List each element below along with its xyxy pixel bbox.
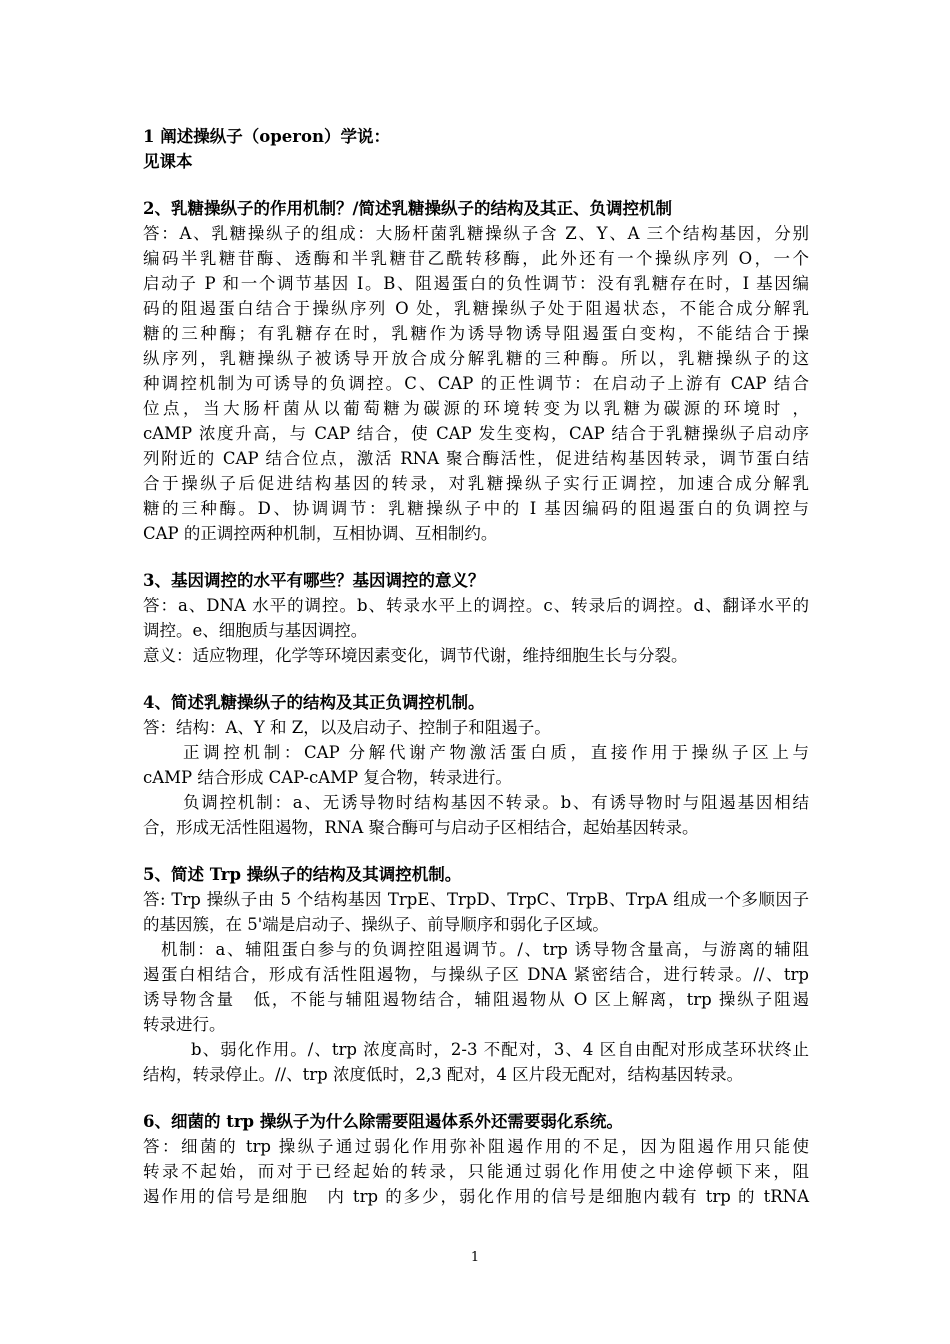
text-line: 的基因簇，在 5'端是启动子、操纵子、前导顺序和弱化子区域。 xyxy=(143,915,609,934)
paragraph-gap xyxy=(143,174,809,196)
section-heading: 1 阐述操纵子（operon）学说： xyxy=(143,127,390,146)
text-line: 答：细菌的 trp 操纵子通过弱化作用弥补阻遏作用的不足，因为阻遏作用只能使 xyxy=(143,1137,809,1156)
document-body xyxy=(143,124,809,1209)
text-line: b、弱化作用。/、trp 浓度高时，2-3 不配对，3、4 区自由配对形成茎环状终止 xyxy=(191,1040,809,1059)
text-line: cAMP 结合形成 CAP-cAMP 复合物，转录进行。 xyxy=(143,768,512,787)
text-line: 结构，转录停止。//、trp 浓度低时，2,3 配对，4 区片段无配对，结构基因转录。 xyxy=(143,1065,744,1084)
text-line: 答: Trp 操纵子由 5 个结构基因 TrpE、TrpD、TrpC、TrpB、TrpA 组成一个多顺因子 xyxy=(143,890,809,909)
paragraph-gap xyxy=(143,668,809,690)
text-line: 编码半乳糖苷酶、透酶和半乳糖苷乙酰转移酶，此外还有一个操纵序列 O，一个 xyxy=(143,249,809,268)
text-line: 转录进行。 xyxy=(143,1015,226,1034)
text-line: CAP 的正调控两种机制，互相协调、互相制约。 xyxy=(143,524,498,543)
section-heading: 见课本 xyxy=(143,152,193,171)
text-line: cAMP 浓度升高，与 CAP 结合，使 CAP 发生变构，CAP 结合于乳糖操纵子启动序 xyxy=(143,424,809,443)
text-line: 诱导物含量 低，不能与辅阻遏物结合，辅阻遏物从 O 区上解离，trp 操纵子阻遏 xyxy=(143,990,809,1009)
section-heading: 6、细菌的 trp 操纵子为什么除需要阻遏体系外还需要弱化系统。 xyxy=(143,1112,623,1131)
text-line: 遏蛋白相结合，形成有活性阻遏物，与操纵子区 DNA 紧密结合，进行转录。//、trp xyxy=(143,965,809,984)
text-line: 答：结构：A、Y 和 Z，以及启动子、控制子和阻遏子。 xyxy=(143,718,551,737)
page-number: 1 xyxy=(470,1250,480,1265)
section-heading: 3、基因调控的水平有哪些？基因调控的意义？ xyxy=(143,571,485,590)
text-line: 正调控机制：CAP 分解代谢产物激活蛋白质，直接作用于操纵子区上与 xyxy=(183,743,809,762)
paragraph-gap xyxy=(143,840,809,862)
text-line: 糖的三种酶。D、协调调节：乳糖操纵子中的 I 基因编码的阻遏蛋白的负调控与 xyxy=(143,499,809,518)
text-line: 启动子 P 和一个调节基因 I。B、阻遏蛋白的负性调节：没有乳糖存在时，I 基因编 xyxy=(143,274,809,293)
text-line: 种调控机制为可诱导的负调控。C、CAP 的正性调节：在启动子上游有 CAP 结合 xyxy=(143,374,809,393)
text-line: 调控。e、细胞质与基因调控。 xyxy=(143,621,368,640)
paragraph-gap xyxy=(143,1087,809,1109)
section-heading: 5、简述 Trp 操纵子的结构及其调控机制。 xyxy=(143,865,462,884)
text-line: 答：a、DNA 水平的调控。b、转录水平上的调控。c、转录后的调控。d、翻译水平的 xyxy=(143,596,809,615)
paragraph-gap xyxy=(143,546,809,568)
text-line: 码的阻遏蛋白结合于操纵序列 O 处，乳糖操纵子处于阻遏状态，不能合成分解乳 xyxy=(143,299,809,318)
section-heading: 2、乳糖操纵子的作用机制？/简述乳糖操纵子的结构及其正、负调控机制 xyxy=(143,199,673,218)
text-line: 合，形成无活性阻遏物，RNA 聚合酶可与启动子区相结合，起始基因转录。 xyxy=(143,818,699,837)
text-line: 列附近的 CAP 结合位点，激活 RNA 聚合酶活性，促进结构基因转录，调节蛋白结 xyxy=(143,449,809,468)
text-line: 遏作用的信号是细胞 内 trp 的多少，弱化作用的信号是细胞内载有 trp 的 tRNA xyxy=(143,1187,809,1206)
text-line: 答：A、乳糖操纵子的组成：大肠杆菌乳糖操纵子含 Z、Y、A 三个结构基因，分别 xyxy=(143,224,809,243)
text-line: 纵序列，乳糖操纵子被诱导开放合成分解乳糖的三种酶。所以，乳糖操纵子的这 xyxy=(143,349,809,368)
text-line: 负调控机制：a、无诱导物时结构基因不转录。b、有诱导物时与阻遏基因相结 xyxy=(183,793,809,812)
text-line: 意义：适应物理，化学等环境因素变化，调节代谢，维持细胞生长与分裂。 xyxy=(143,646,688,665)
text-line: 糖的三种酶；有乳糖存在时，乳糖作为诱导物诱导阻遏蛋白变构，不能结合于操 xyxy=(143,324,809,343)
text-line: 机制：a、辅阻蛋白参与的负调控阻遏调节。/、trp 诱导物含量高，与游离的辅阻 xyxy=(161,940,809,959)
section-heading: 4、简述乳糖操纵子的结构及其正负调控机制。 xyxy=(143,693,485,712)
text-line: 位点，当大肠杆菌从以葡萄糖为碳源的环境转变为以乳糖为碳源的环境时 ， xyxy=(143,399,809,418)
text-line: 转录不起始，而对于已经起始的转录，只能通过弱化作用使之中途停顿下来，阻 xyxy=(143,1162,809,1181)
text-line: 合于操纵子后促进结构基因的转录，对乳糖操纵子实行正调控，加速合成分解乳 xyxy=(143,474,809,493)
